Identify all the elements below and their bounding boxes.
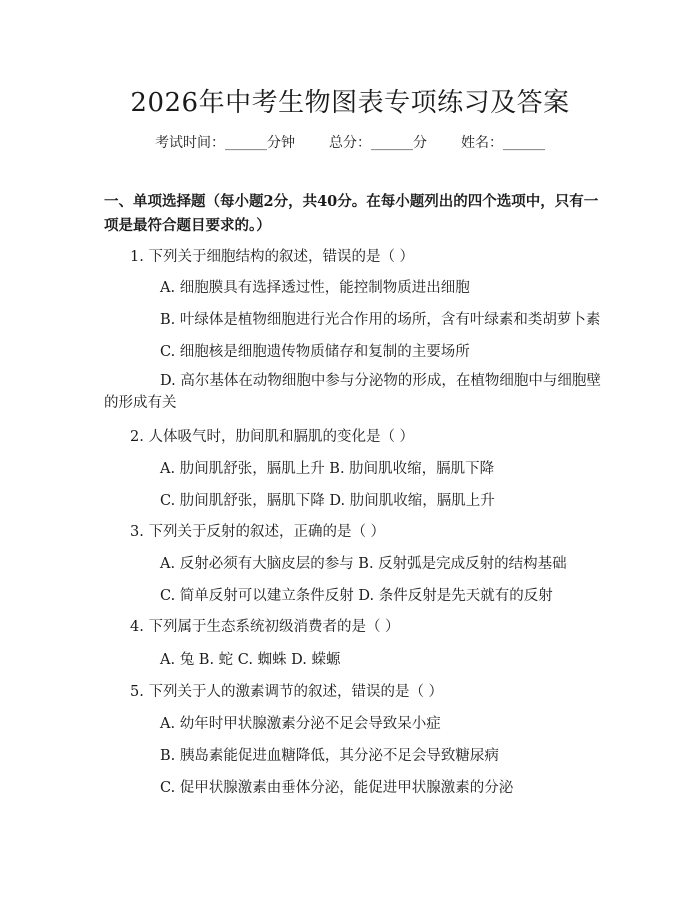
question-option: C. 促甲状腺激素由垂体分泌，能促进甲状腺激素的分泌: [160, 780, 514, 796]
question-option: A. 反射必须有大脑皮层的参与 B. 反射弧是完成反射的结构基础: [160, 556, 567, 572]
question-option: C. 肋间肌舒张，膈肌下降 D. 肋间肌收缩，膈肌上升: [160, 493, 495, 509]
question-option: A. 幼年时甲状腺激素分泌不足会导致呆小症: [160, 716, 441, 732]
question-stem: 5. 下列关于人的激素调节的叙述，错误的是（ ）: [130, 684, 444, 700]
section-heading: 一、单项选择题（每小题2分，共40分。在每小题列出的四个选项中，只有一项是最符合题目要求的。）: [104, 193, 599, 234]
question-option: B. 叶绿体是植物细胞进行光合作用的场所，含有叶绿素和类胡萝卜素: [160, 312, 601, 328]
question-option: A. 细胞膜具有选择透过性，能控制物质进出细胞: [160, 280, 470, 296]
question-stem: 2. 人体吸气时，肋间肌和膈肌的变化是（ ）: [130, 429, 415, 445]
exam-time-field: 考试时间：______分钟: [155, 135, 295, 151]
question-option: C. 简单反射可以建立条件反射 D. 条件反射是先天就有的反射: [160, 588, 553, 604]
question-stem: 3. 下列关于反射的叙述，正确的是（ ）: [130, 524, 386, 540]
question-option: B. 胰岛素能促进血糖降低，其分泌不足会导致糖尿病: [160, 748, 499, 764]
question-option: A. 肋间肌舒张，膈肌上升 B. 肋间肌收缩，膈肌下降: [160, 461, 495, 477]
student-name-field: 姓名：______: [461, 135, 545, 151]
question-stem: 4. 下列属于生态系统初级消费者的是（ ）: [130, 619, 400, 635]
question-option: C. 细胞核是细胞遗传物质储存和复制的主要场所: [160, 344, 470, 360]
page-title: 2026年中考生物图表专项练习及答案: [130, 88, 570, 118]
exam-meta: [0, 132, 700, 152]
total-score-field: 总分：______分: [329, 135, 427, 151]
question-option: A. 兔 B. 蛇 C. 蜘蛛 D. 蝾螈: [160, 652, 341, 668]
question-stem: 1. 下列关于细胞结构的叙述，错误的是（ ）: [130, 249, 415, 265]
question-option: D. 高尔基体在动物细胞中参与分泌物的形成，在植物细胞中与细胞壁的形成有关: [104, 373, 601, 411]
